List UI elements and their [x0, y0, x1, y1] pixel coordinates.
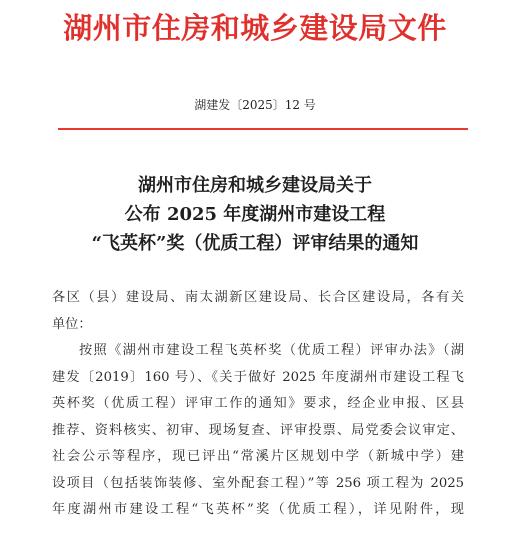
- document-number: 湖建发〔2025〕12 号: [194, 98, 316, 112]
- notice-title: [0, 171, 510, 258]
- title-line: 湖州市住房和城乡建设局关于: [138, 175, 372, 196]
- red-divider-rule: [58, 128, 468, 130]
- paragraph-line: 年度湖州市建设工程“飞英杯”奖（优质工程），详见附件，现: [52, 502, 464, 517]
- paragraph-line: 建发〔2019〕160 号）、《关于做好 2025 年度湖州市建设工程飞: [52, 369, 464, 385]
- paragraph-line: 按照《湖州市建设工程飞英杯奖（优质工程）评审办法》（湖: [79, 343, 464, 358]
- issuer-header: 湖州市住房和城乡建设局文件: [63, 11, 447, 45]
- title-line: 公布 2025 年度湖州市建设工程: [124, 204, 386, 225]
- paragraph-line: 英杯奖（优质工程）评审工作的通知》要求，经企业申报、区县: [52, 396, 464, 411]
- notice-body: [52, 285, 464, 524]
- title-line: “飞英杯”奖（优质工程）评审结果的通知: [91, 233, 419, 254]
- paragraph-line: 设项目（包括装饰装修、室外配套工程）”等 256 项工程为 2025: [52, 475, 464, 491]
- paragraph-line: 推荐、资料核实、初审、现场复查、评审投票、局党委会议审定、: [52, 422, 464, 438]
- recipients-line: 各区（县）建设局、南太湖新区建设局、长合区建设局，各有关: [52, 290, 464, 305]
- recipients-line: 单位：: [52, 316, 92, 332]
- paragraph-line: 社会公示等程序，现已评出“常溪片区规划中学（新城中学）建: [52, 449, 464, 464]
